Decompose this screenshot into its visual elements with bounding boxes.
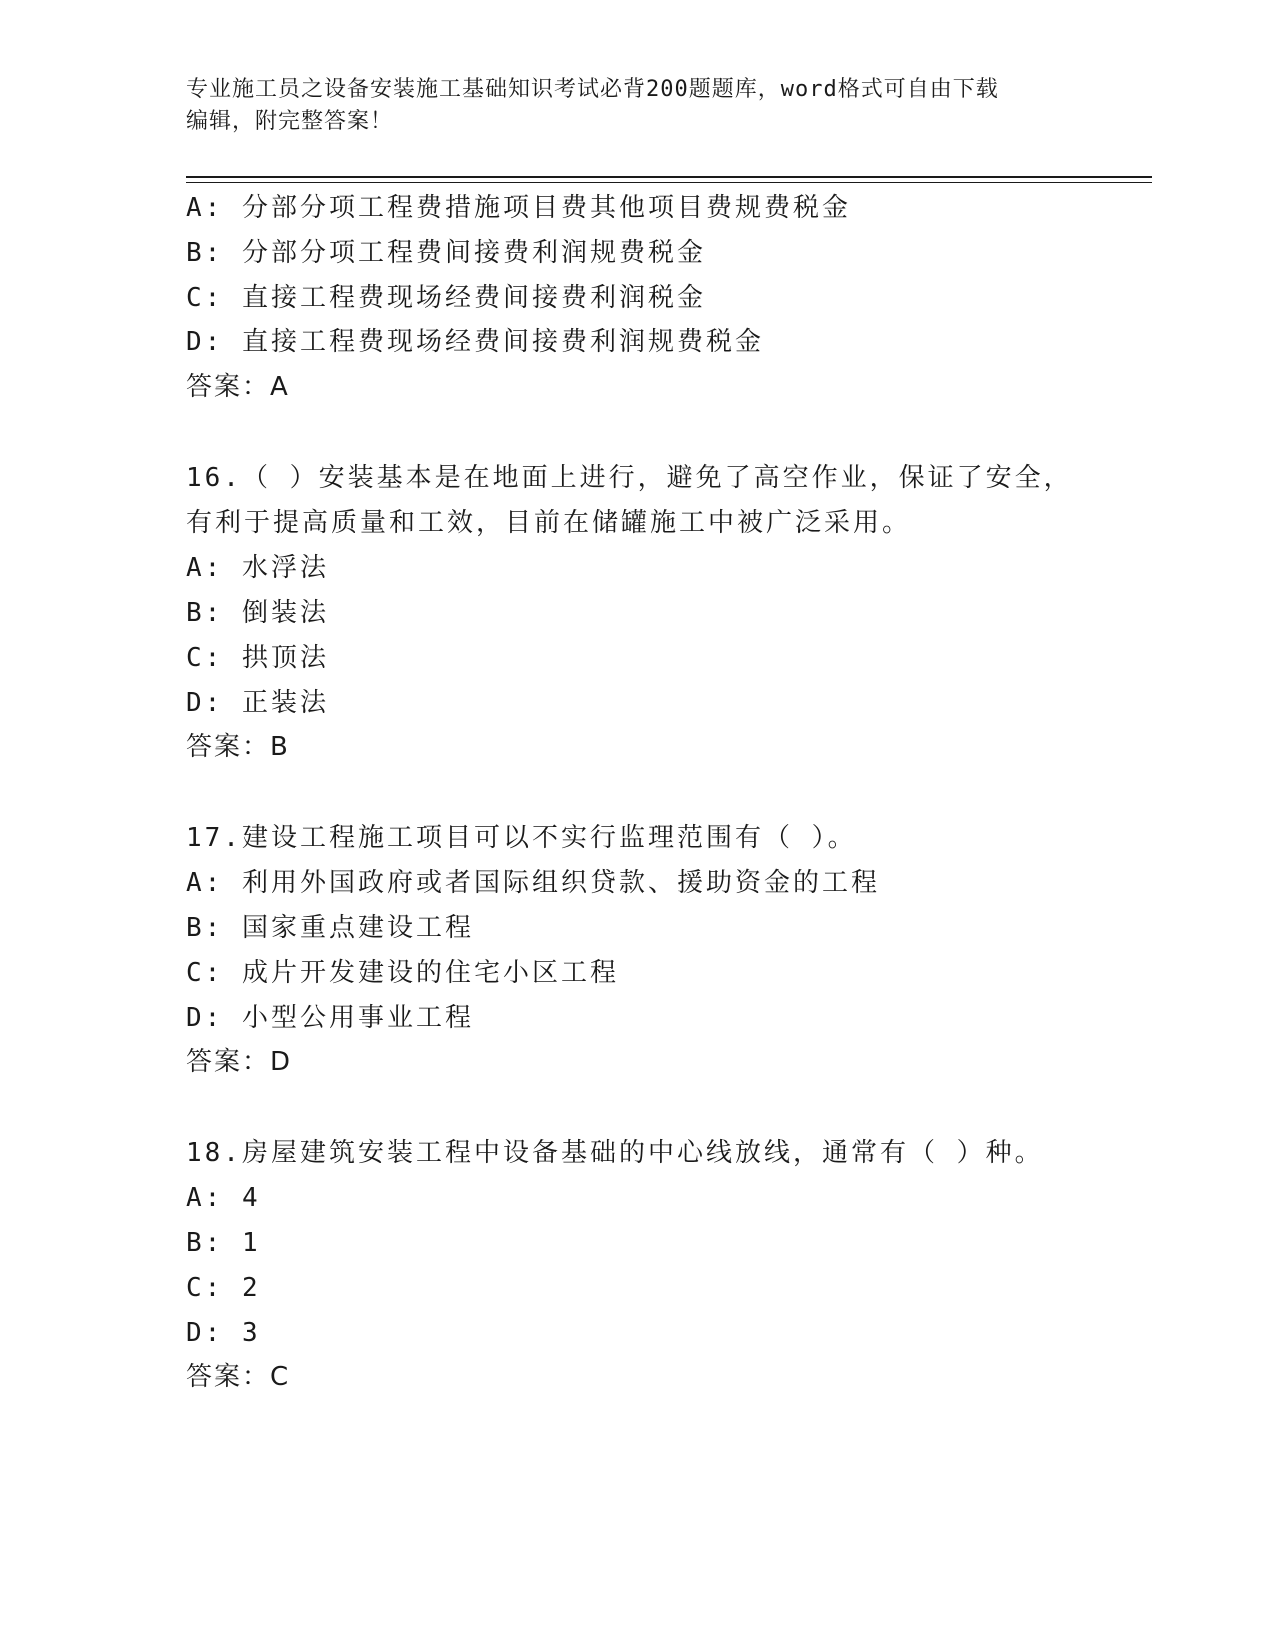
q15-option-c: C: 直接工程费现场经费间接费利润税金	[186, 283, 706, 313]
q16-option-d: D: 正装法	[186, 688, 329, 718]
q18-option-b: B: 1	[186, 1228, 261, 1258]
q17-option-b: B: 国家重点建设工程	[186, 913, 474, 943]
q17-stem-line-1: 17.建设工程施工项目可以不实行监理范围有（ ）。	[186, 823, 857, 853]
q18-option-d: D: 3	[186, 1318, 261, 1348]
q16-stem-line-1: 16.（ ）安装基本是在地面上进行，避免了高空作业，保证了安全，	[186, 463, 1073, 493]
q16-answer: 答案：B	[186, 732, 290, 762]
q16-option-a: A: 水浮法	[186, 553, 329, 583]
header-line-2: 编辑，附完整答案！	[186, 109, 394, 134]
q17-option-d: D: 小型公用事业工程	[186, 1003, 474, 1033]
q18-option-a: A: 4	[186, 1183, 261, 1213]
q18-option-c: C: 2	[186, 1273, 261, 1303]
header-rule-thick	[186, 176, 1152, 178]
q15-answer: 答案：A	[186, 372, 290, 402]
q16-option-c: C: 拱顶法	[186, 643, 329, 673]
q18-stem-line-1: 18.房屋建筑安装工程中设备基础的中心线放线，通常有（ ）种。	[186, 1138, 1044, 1168]
header-rule-thin	[186, 182, 1152, 183]
q17-option-a: A: 利用外国政府或者国际组织贷款、援助资金的工程	[186, 868, 880, 898]
q15-option-a: A: 分部分项工程费措施项目费其他项目费规费税金	[186, 193, 851, 223]
document-header	[186, 74, 1066, 138]
q17-answer: 答案：D	[186, 1047, 293, 1077]
q18-answer: 答案：C	[186, 1362, 291, 1392]
q17-option-c: C: 成片开发建设的住宅小区工程	[186, 958, 619, 988]
q15-option-d: D: 直接工程费现场经费间接费利润规费税金	[186, 327, 764, 357]
q16-stem-line-2: 有利于提高质量和工效，目前在储罐施工中被广泛采用。	[186, 508, 912, 538]
q15-option-b: B: 分部分项工程费间接费利润规费税金	[186, 238, 706, 268]
header-line-1: 专业施工员之设备安装施工基础知识考试必背200题题库，word格式可自由下载	[186, 77, 999, 102]
q16-option-b: B: 倒装法	[186, 598, 329, 628]
